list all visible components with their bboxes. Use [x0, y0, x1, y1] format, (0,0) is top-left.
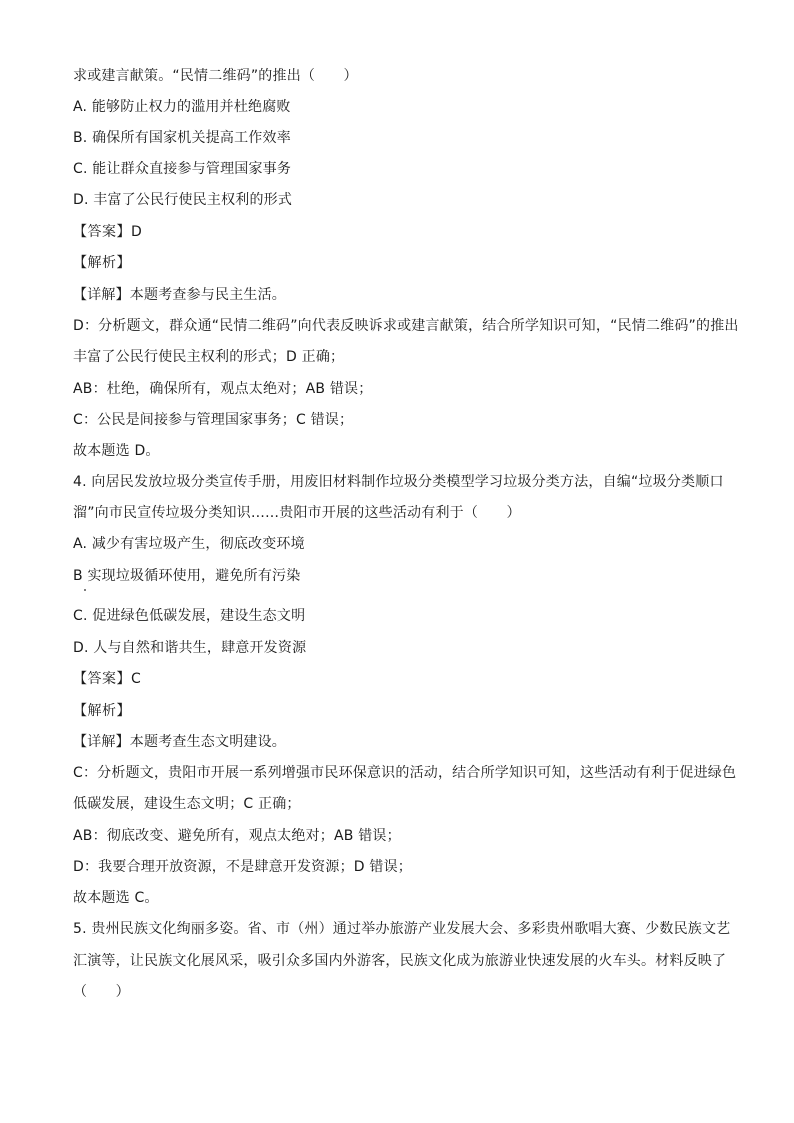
q4-option-a: A. 减少有害垃圾产生，彻底改变环境: [73, 536, 305, 552]
q3-option-c: C. 能让群众直接参与管理国家事务: [73, 161, 292, 177]
q4-option-c: C. 促进绿色低碳发展，建设生态文明: [73, 608, 306, 624]
q3-explanation-line-2: 丰富了公民行使民主权利的形式；D 正确；: [73, 349, 345, 365]
stray-dot-mark: [84, 589, 86, 591]
q4-option-b: B 实现垃圾循环使用，避免所有污染: [73, 568, 301, 584]
q3-explanation-line-1: D：分析题文，群众通“民情二维码”向代表反映诉求或建言献策，结合所学知识可知，“民情二维码”的推出: [73, 318, 739, 334]
q3-detail: 【详解】本题考查参与民主生活。: [73, 287, 286, 303]
q4-option-d: D. 人与自然和谐共生，肆意开发资源: [73, 640, 307, 656]
q3-explanation-line-3: AB：杜绝，确保所有，观点太绝对；AB 错误；: [73, 381, 373, 397]
q4-answer: 【答案】C: [73, 671, 142, 687]
q5-stem-line-1: 5. 贵州民族文化绚丽多姿。省、市（州）通过举办旅游产业发展大会、多彩贵州歌唱大赛、少数民族文艺: [73, 921, 731, 937]
q4-stem-line-1: 4. 向居民发放垃圾分类宣传手册，用废旧材料制作垃圾分类模型学习垃圾分类方法，自编“垃圾分类顺口: [73, 474, 724, 490]
q3-explanation-line-4: C：公民是间接参与管理国家事务；C 错误；: [73, 412, 354, 428]
q3-option-d: D. 丰富了公民行使民主权利的形式: [73, 192, 293, 208]
q3-conclusion: 故本题选 D。: [73, 443, 160, 459]
q4-conclusion: 故本题选 C。: [73, 890, 159, 906]
q5-stem-line-3: （ ）: [73, 984, 130, 1000]
q3-analysis-label: 【解析】: [73, 255, 131, 271]
q3-option-b: B. 确保所有国家机关提高工作效率: [73, 130, 291, 146]
q4-explanation-line-3: AB：彻底改变、避免所有，观点太绝对；AB 错误；: [73, 828, 401, 844]
q3-stem-tail: 求或建言献策。“民情二维码”的推出（ ）: [73, 68, 358, 84]
q4-explanation-line-2: 低碳发展，建设生态文明；C 正确；: [73, 796, 301, 812]
q4-detail: 【详解】本题考查生态文明建设。: [73, 734, 286, 750]
q5-stem-line-2: 汇演等，让民族文化展风采，吸引众多国内外游客，民族文化成为旅游业快速发展的火车头。材料反映了: [73, 953, 727, 969]
q4-analysis-label: 【解析】: [73, 703, 131, 719]
q4-stem-line-2: 溜”向市民宣传垃圾分类知识……贵阳市开展的这些活动有利于（ ）: [73, 505, 521, 521]
q3-answer: 【答案】D: [73, 224, 143, 240]
q4-explanation-line-4: D：我要合理开放资源，不是肆意开发资源；D 错误；: [73, 859, 413, 875]
q3-option-a: A. 能够防止权力的滥用并杜绝腐败: [73, 99, 291, 115]
q4-explanation-line-1: C：分析题文，贵阳市开展一系列增强市民环保意识的活动，结合所学知识可知，这些活动有利于促进绿色: [73, 765, 737, 781]
